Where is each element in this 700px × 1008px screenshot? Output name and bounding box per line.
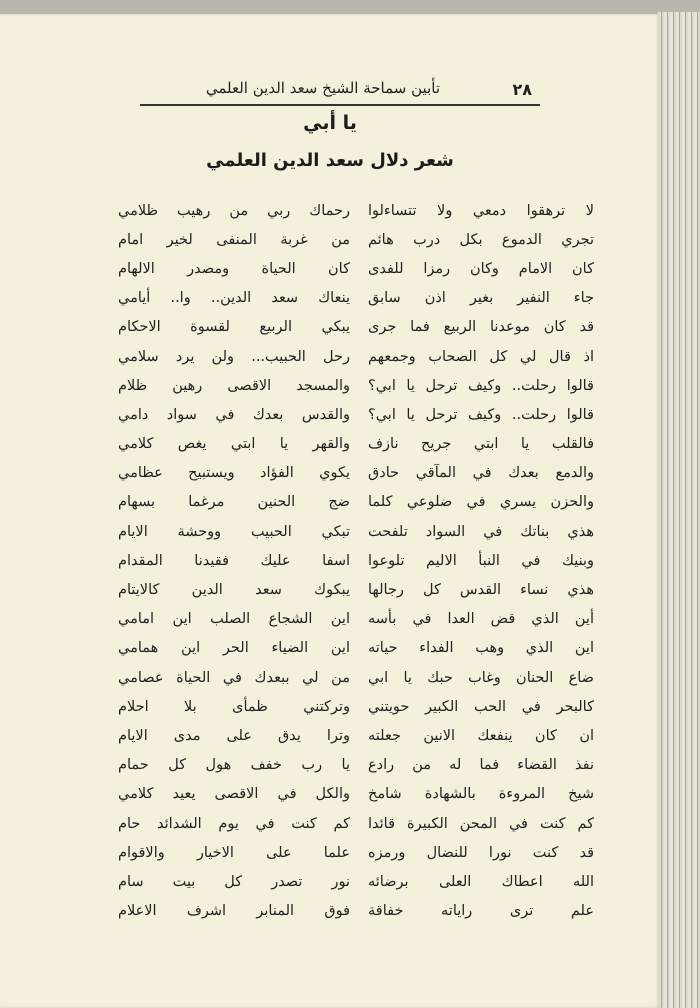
verse-first-hemistich: كم كنت في المحن الكبيرة قائدا <box>368 815 594 832</box>
verse-first-hemistich: قد كان موعدنا الربيع فما جرى <box>368 319 594 336</box>
verse-second-hemistich: علما على الاخيار والاقوام <box>118 844 350 861</box>
verse-second-hemistich: يبكوك سعد الدين كالايتام <box>118 582 350 599</box>
verse-second-hemistich: يكوي الفؤاد ويستبيح عظامي <box>118 465 350 482</box>
verse-line <box>118 663 594 692</box>
verse-first-hemistich: اذ قال لي كل الصحاب وجمعهم <box>368 348 594 365</box>
poem-author: شعر دلال سعد الدين العلمي <box>206 150 454 171</box>
poem-title: يا أبي <box>303 112 357 134</box>
verse-line <box>118 721 594 750</box>
verse-line <box>118 692 594 721</box>
verse-first-hemistich: قد كنت نورا للنضال ورمزه <box>368 844 594 861</box>
verse-first-hemistich: فالقلب يا ابتي جريح نازف <box>368 436 594 453</box>
verse-second-hemistich: نور تصدر كل بيت سام <box>118 873 350 890</box>
verse-line <box>118 488 594 517</box>
running-title: تأبين سماحة الشيخ سعد الدين العلمي <box>205 79 440 97</box>
verse-line <box>118 225 594 254</box>
verse-line <box>118 313 594 342</box>
verse-second-hemistich: والقهر يا ابتي يغص كلامي <box>118 436 350 453</box>
verse-first-hemistich: نفذ القضاء فما له من رادع <box>368 757 594 774</box>
verse-first-hemistich: أين الذي قض العدا في بأسه <box>368 611 594 628</box>
verse-first-hemistich: لا ترهقوا دمعي ولا تتساءلوا <box>368 202 594 219</box>
verse-second-hemistich: اين الضياء الحر اين همامي <box>118 640 350 657</box>
verse-second-hemistich: اين الشجاع الصلب اين امامي <box>118 611 350 628</box>
verse-line <box>118 517 594 546</box>
verse-second-hemistich: وتركتني ظمأى بلا احلام <box>118 698 350 715</box>
verse-line <box>118 634 594 663</box>
verse-line <box>118 809 594 838</box>
verse-second-hemistich: ينعاك سعد الدين.. وا.. أيامي <box>118 290 350 307</box>
verse-second-hemistich: تبكي الحبيب ووحشة الايام <box>118 523 350 540</box>
verse-first-hemistich: وبنيك في النبأ الاليم تلوعوا <box>368 552 594 569</box>
verse-first-hemistich: تجري الدموع بكل درب هائم <box>368 231 594 248</box>
verse-first-hemistich: شيخ المروءة بالشهادة شامخ <box>368 786 594 803</box>
verse-second-hemistich: فوق المنابر اشرف الاعلام <box>118 903 350 920</box>
verse-line <box>118 342 594 371</box>
verse-first-hemistich: علم ترى راياته خفاقة <box>368 903 594 920</box>
verse-line <box>118 546 594 575</box>
verse-line <box>118 459 594 488</box>
verse-line <box>118 400 594 429</box>
verse-line <box>118 751 594 780</box>
verse-second-hemistich: يبكي الربيع لقسوة الاحكام <box>118 319 350 336</box>
verse-line <box>118 605 594 634</box>
verse-line <box>118 284 594 313</box>
scan-top-border <box>0 0 700 14</box>
verse-second-hemistich: ضج الحنين مرغما بسهام <box>118 494 350 511</box>
verse-line <box>118 430 594 459</box>
verse-first-hemistich: اين الذي وهب الفداء حياته <box>368 640 594 657</box>
verse-second-hemistich: يا رب خفف هول كل حمام <box>118 757 350 774</box>
verse-second-hemistich: رحماك ربي من رهيب ظلامي <box>118 202 350 219</box>
verse-first-hemistich: كان الامام وكان رمزا للفدى <box>368 260 594 277</box>
verse-line <box>118 196 594 225</box>
book-page-edges <box>658 12 700 1008</box>
verse-first-hemistich: والدمع بعدك في المآقي حادق <box>368 465 594 482</box>
verse-first-hemistich: هذي بناتك في السواد تلفحت <box>368 523 594 540</box>
verse-second-hemistich: رحل الحبيب... ولن يرد سلامي <box>118 348 350 365</box>
verse-line <box>118 838 594 867</box>
poem-verses <box>118 196 594 926</box>
verse-second-hemistich: اسفا عليك فقيدنا المقدام <box>118 552 350 569</box>
verse-line <box>118 780 594 809</box>
verse-second-hemistich: والكل في الاقصى يعيد كلامي <box>118 786 350 803</box>
verse-line <box>118 254 594 283</box>
verse-second-hemistich: وترا يدق على مدى الايام <box>118 727 350 744</box>
verse-first-hemistich: والحزن يسري في ضلوعي كلما <box>368 494 594 511</box>
verse-first-hemistich: جاء النفير بغير اذن سابق <box>368 290 594 307</box>
verse-first-hemistich: هذي نساء القدس كل رجالها <box>368 582 594 599</box>
verse-first-hemistich: كالبحر في الحب الكبير حويتني <box>368 698 594 715</box>
verse-first-hemistich: قالوا رحلت.. وكيف ترحل يا ابي؟ <box>368 406 594 423</box>
verse-line <box>118 575 594 604</box>
verse-second-hemistich: كم كنت في يوم الشدائد حام <box>118 815 350 832</box>
running-header <box>140 76 540 106</box>
verse-line <box>118 371 594 400</box>
verse-first-hemistich: قالوا رحلت.. وكيف ترحل يا ابي؟ <box>368 377 594 394</box>
verse-second-hemistich: من غربة المنفى لخير امام <box>118 231 350 248</box>
verse-line <box>118 867 594 896</box>
verse-line <box>118 897 594 926</box>
verse-second-hemistich: والمسجد الاقصى رهين ظلام <box>118 377 350 394</box>
page-number: ٢٨ <box>512 80 532 99</box>
verse-second-hemistich: والقدس بعدك في سواد دامي <box>118 406 350 423</box>
verse-first-hemistich: ضاع الحنان وغاب حبك يا ابي <box>368 669 594 686</box>
book-page <box>0 14 660 1008</box>
verse-second-hemistich: من لي ببعدك في الحياة عصامي <box>118 669 350 686</box>
verse-second-hemistich: كان الحياة ومصدر الالهام <box>118 260 350 277</box>
verse-first-hemistich: الله اعطاك العلى برضائه <box>368 873 594 890</box>
verse-first-hemistich: ان كان ينفعك الانين جعلته <box>368 727 594 744</box>
